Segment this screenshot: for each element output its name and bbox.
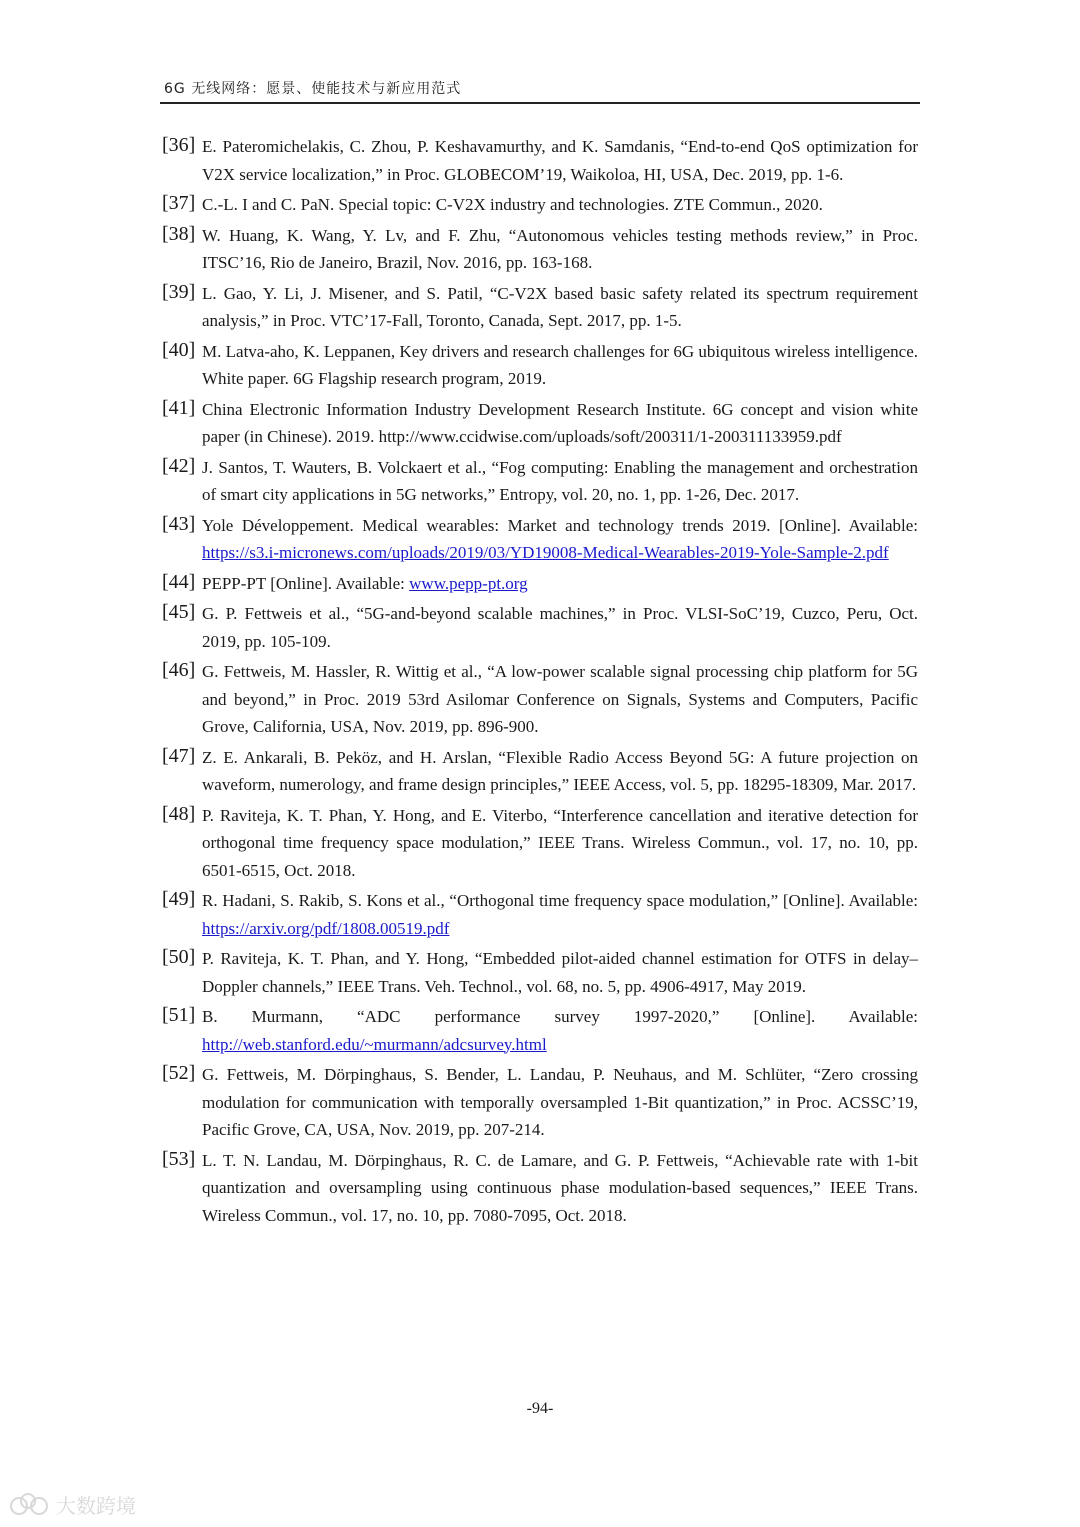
reference-text: C.-L. I and C. PaN. Special topic: C-V2X industry and technologies. ZTE Commun., 2020. bbox=[202, 195, 823, 214]
reference-text: Z. E. Ankarali, B. Peköz, and H. Arslan, “Flexible Radio Access Beyond 5G: A future projection on waveform, numerology, and frame design principles,” IEEE Access, vol. 5, pp. 18295-18309, Mar. 2017. bbox=[202, 747, 918, 794]
watermark bbox=[10, 1490, 136, 1519]
reference-item bbox=[162, 1003, 918, 1058]
reference-number: [39] bbox=[162, 280, 196, 303]
reference-text: P. Raviteja, K. T. Phan, and Y. Hong, “Embedded pilot-aided channel estimation for OTFS in delay–Doppler channels,” IEEE Trans. Veh. Technol., vol. 68, no. 5, pp. 4906-4917, May 2019. bbox=[202, 949, 918, 996]
reference-link[interactable]: www.pepp-pt.org bbox=[409, 573, 528, 593]
reference-item bbox=[162, 887, 918, 942]
reference-number: [49] bbox=[162, 888, 196, 910]
reference-text: G. Fettweis, M. Hassler, R. Wittig et al., “A low-power scalable signal processing chip platform for 5G and beyond,” in Proc. 2019 53rd Asilomar Conference on Signals, Systems and Computers, Pacific Grove, California, USA, Nov. 2019, pp. 896-900. bbox=[202, 662, 918, 736]
reference-text: R. Hadani, S. Rakib, S. Kons et al., “Orthogonal time frequency space modulation,” [Online]. Available: bbox=[202, 891, 918, 910]
reference-text: PEPP-PT [Online]. Available: bbox=[202, 573, 405, 593]
reference-text: L. T. N. Landau, M. Dörpinghaus, R. C. de Lamare, and G. P. Fettweis, “Achievable rate with 1-bit quantization and oversampling using continuous phase modulation-based sequences,” IEEE Trans. Wireless Commun., vol. 17, no. 10, pp. 7080-7095, Oct. 2018. bbox=[202, 1150, 918, 1225]
reference-number: [37] bbox=[162, 192, 196, 214]
reference-text: G. P. Fettweis et al., “5G-and-beyond scalable machines,” in Proc. VLSI-SoC’19, Cuzco, Peru, Oct. 2019, pp. 105-109. bbox=[202, 604, 918, 651]
reference-link[interactable]: https://s3.i-micronews.com/uploads/2019/03/YD19008-Medical-Wearables-2019-Yole-Sample-2.pdf bbox=[202, 543, 889, 562]
reference-number: [43] bbox=[162, 512, 196, 535]
watermark-logo-icon bbox=[10, 1493, 50, 1517]
watermark-text: 大数跨境 bbox=[56, 1494, 136, 1518]
reference-list bbox=[162, 133, 918, 1232]
reference-number: [50] bbox=[162, 946, 196, 968]
reference-item bbox=[162, 658, 918, 741]
reference-item bbox=[162, 133, 918, 188]
reference-item bbox=[162, 802, 918, 885]
reference-number: [41] bbox=[162, 396, 196, 419]
reference-number: [38] bbox=[162, 222, 196, 245]
reference-text: B. Murmann, “ADC performance survey 1997-2020,” [Online]. Available: bbox=[202, 1007, 918, 1026]
page-number: -94- bbox=[526, 1400, 554, 1417]
reference-number: [53] bbox=[162, 1147, 196, 1170]
reference-number: [48] bbox=[162, 802, 196, 825]
reference-item bbox=[162, 280, 918, 335]
page-header bbox=[160, 76, 920, 104]
reference-link[interactable]: https://arxiv.org/pdf/1808.00519.pdf bbox=[202, 918, 450, 938]
reference-item bbox=[162, 454, 918, 509]
reference-item bbox=[162, 222, 918, 277]
reference-number: [40] bbox=[162, 338, 196, 361]
reference-text: P. Raviteja, K. T. Phan, Y. Hong, and E. Viterbo, “Interference cancellation and iterative detection for orthogonal time frequency space modulation,” IEEE Trans. Wireless Commun., vol. 17, no. 10, pp. 6501-6515, Oct. 2018. bbox=[202, 805, 918, 880]
reference-item bbox=[162, 1147, 918, 1230]
reference-text: E. Pateromichelakis, C. Zhou, P. Keshavamurthy, and K. Samdanis, “End-to-end QoS optimization for V2X service localization,” in Proc. GLOBECOM’19, Waikoloa, HI, USA, Dec. 2019, pp. 1-6. bbox=[202, 137, 918, 184]
reference-item bbox=[162, 1061, 918, 1144]
reference-text: M. Latva-aho, K. Leppanen, Key drivers and research challenges for 6G ubiquitous wireless intelligence. White paper. 6G Flagship research program, 2019. bbox=[202, 341, 918, 388]
reference-item bbox=[162, 570, 918, 598]
reference-text: G. Fettweis, M. Dörpinghaus, S. Bender, L. Landau, P. Neuhaus, and M. Schlüter, “Zero crossing modulation for communication with temporally oversampled 1-Bit quantization,” in Proc. ACSSC’19, Pacific Grove, CA, USA, Nov. 2019, pp. 207-214. bbox=[202, 1065, 918, 1139]
reference-link[interactable]: http://web.stanford.edu/~murmann/adcsurvey.html bbox=[202, 1034, 547, 1054]
reference-number: [51] bbox=[162, 1004, 196, 1026]
reference-text: W. Huang, K. Wang, Y. Lv, and F. Zhu, “Autonomous vehicles testing methods review,” in Proc. ITSC’16, Rio de Janeiro, Brazil, Nov. 2016, pp. 163-168. bbox=[202, 225, 918, 272]
reference-text: J. Santos, T. Wauters, B. Volckaert et al., “Fog computing: Enabling the management and orchestration of smart city applications in 5G networks,” Entropy, vol. 20, no. 1, pp. 1-26, Dec. 2017. bbox=[202, 457, 918, 504]
reference-text: Yole Développement. Medical wearables: Market and technology trends 2019. [Online]. Available: bbox=[202, 515, 918, 535]
reference-item bbox=[162, 744, 918, 799]
reference-number: [52] bbox=[162, 1062, 196, 1084]
reference-text: L. Gao, Y. Li, J. Misener, and S. Patil, “C-V2X based basic safety related its spectrum requirement analysis,” in Proc. VTC’17-Fall, Toronto, Canada, Sept. 2017, pp. 1-5. bbox=[202, 283, 918, 330]
reference-number: [44] bbox=[162, 570, 196, 593]
reference-item bbox=[162, 945, 918, 1000]
reference-number: [42] bbox=[162, 454, 196, 477]
reference-item bbox=[162, 396, 918, 451]
reference-item bbox=[162, 600, 918, 655]
reference-number: [36] bbox=[162, 134, 196, 156]
reference-number: [45] bbox=[162, 601, 196, 623]
reference-number: [46] bbox=[162, 659, 196, 681]
reference-item bbox=[162, 512, 918, 567]
header-title: 6G 无线网络：愿景、使能技术与新应用范式 bbox=[164, 81, 462, 97]
reference-item bbox=[162, 191, 918, 219]
reference-number: [47] bbox=[162, 744, 196, 767]
reference-item bbox=[162, 338, 918, 393]
reference-text: China Electronic Information Industry Development Research Institute. 6G concept and vision white paper (in Chinese). 2019. http://www.ccidwise.com/uploads/soft/200311/1-200311133959.pdf bbox=[202, 399, 918, 446]
